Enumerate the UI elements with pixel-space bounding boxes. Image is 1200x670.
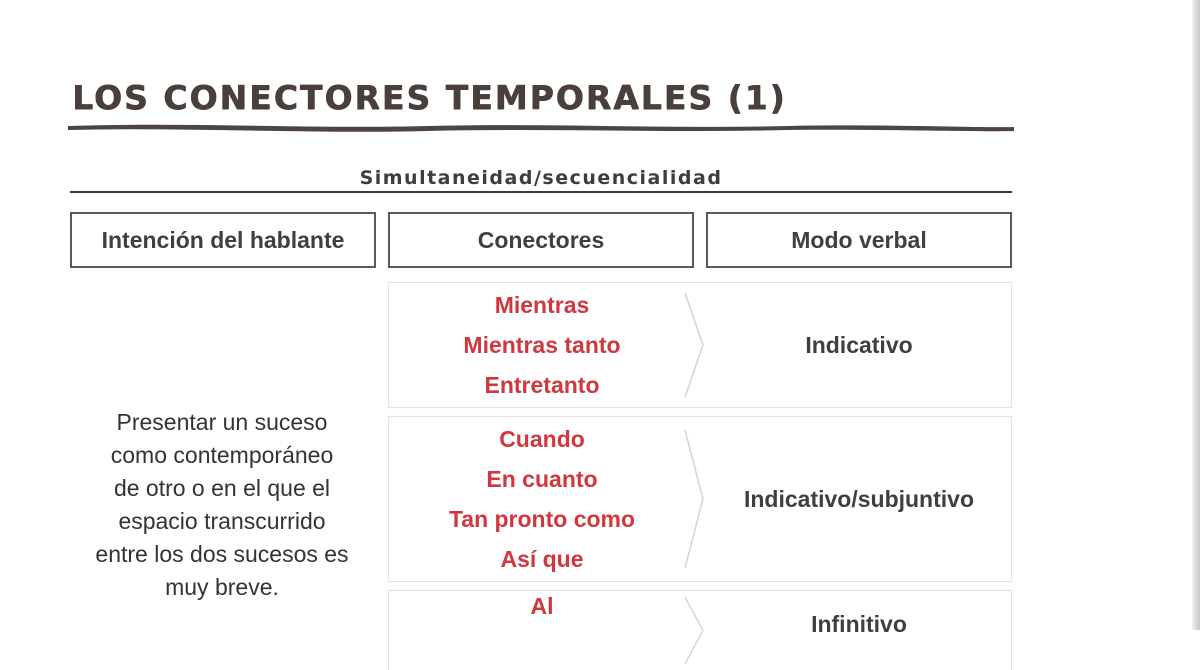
header-modo-verbal: Modo verbal xyxy=(706,212,1012,268)
connector-list xyxy=(389,591,695,670)
connector-group-inmediatez xyxy=(388,416,1012,582)
chevron-right-icon xyxy=(683,591,707,670)
intencion-line: Presentar un suceso xyxy=(116,409,328,435)
intencion-line: entre los dos sucesos es xyxy=(95,541,349,567)
intencion-line: de otro o en el que el xyxy=(113,475,331,501)
page-title: LOS CONECTORES TEMPORALES (1) xyxy=(72,78,787,117)
section-subtitle: Simultaneidad/secuencialidad xyxy=(359,167,723,189)
modo-verbal-indicativo: Indicativo xyxy=(805,331,913,358)
chevron-right-icon xyxy=(683,283,707,407)
intencion-text xyxy=(72,406,372,604)
connector-cuando: Cuando xyxy=(499,425,585,452)
subtitle-rule xyxy=(70,191,1012,193)
connector-tan-pronto-como: Tan pronto como xyxy=(448,505,636,532)
connector-list xyxy=(389,417,695,581)
title-underline xyxy=(68,120,1014,134)
intencion-line: espacio transcurrido xyxy=(118,508,326,534)
connector-en-cuanto: En cuanto xyxy=(486,465,598,492)
connector-asi-que: Así que xyxy=(500,545,584,572)
header-conectores: Conectores xyxy=(388,212,694,268)
connector-group-simultaneidad xyxy=(388,282,1012,408)
chevron-right-icon xyxy=(683,417,707,581)
modo-verbal-indicativo-subjuntivo: Indicativo/subjuntivo xyxy=(743,485,974,512)
intencion-line: muy breve. xyxy=(165,574,279,600)
modo-verbal-infinitivo: Infinitivo xyxy=(811,611,907,637)
intencion-line: como contemporáneo xyxy=(110,442,334,468)
connector-al: Al xyxy=(530,593,554,619)
header-intencion: Intención del hablante xyxy=(70,212,376,268)
page-scan-edge xyxy=(1192,0,1200,630)
connector-mientras-tanto: Mientras tanto xyxy=(463,331,621,358)
connector-mientras: Mientras xyxy=(494,291,590,318)
connector-list xyxy=(389,283,695,407)
connector-group-infinitivo xyxy=(388,590,1012,670)
connector-entretanto: Entretanto xyxy=(484,371,600,398)
